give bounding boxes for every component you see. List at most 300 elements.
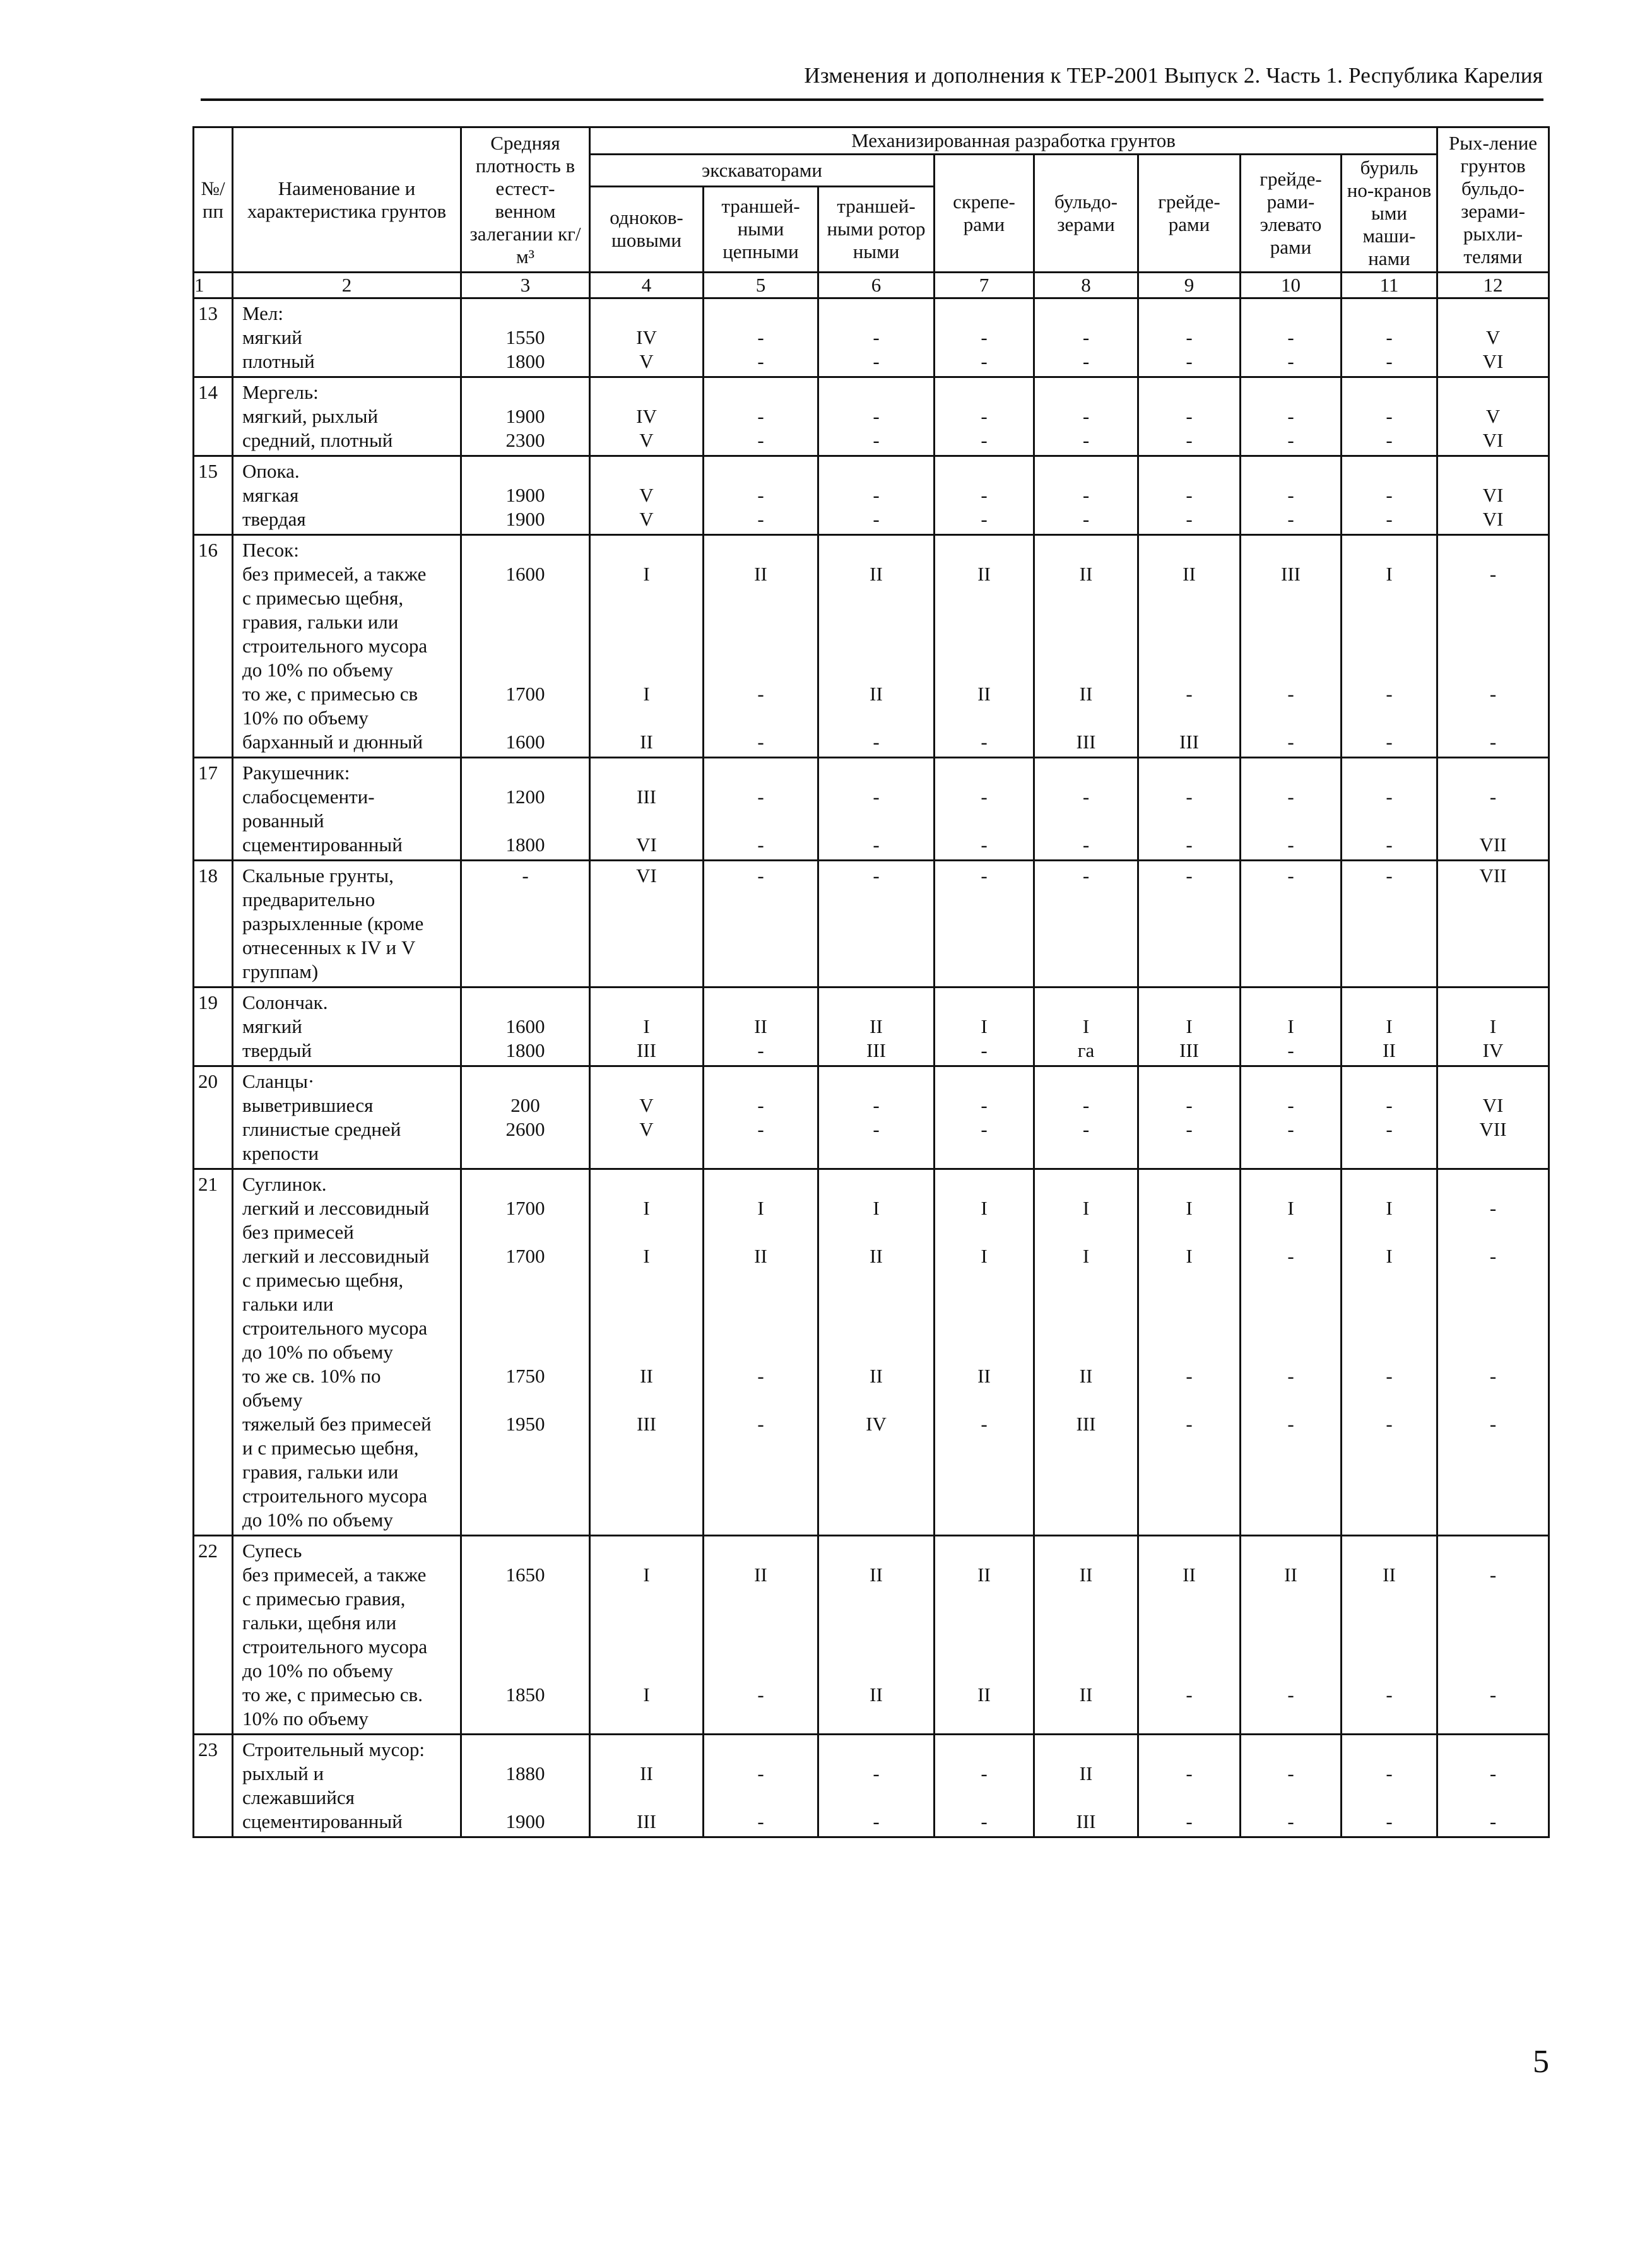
spacer: [1039, 1172, 1133, 1196]
group-value: I: [1186, 1197, 1193, 1219]
spacer: [1346, 1070, 1432, 1094]
row-number: 21: [194, 1169, 233, 1536]
spacer: [466, 1786, 585, 1810]
group-value: -: [757, 683, 764, 705]
spacer: [708, 1436, 813, 1460]
spacer: [466, 1340, 585, 1364]
spacer: [1039, 1316, 1133, 1340]
group-value: VI: [1482, 484, 1504, 506]
spacer: [1039, 610, 1133, 634]
group-value: V: [1485, 326, 1501, 348]
group-value: I: [1186, 1015, 1193, 1037]
soil-type-title: Строительный мусор:: [242, 1738, 425, 1760]
group-value: -: [981, 405, 988, 427]
soil-type-title: Суглинок.: [242, 1173, 327, 1195]
spacer: [594, 610, 699, 634]
group-value: -: [981, 1094, 988, 1116]
group-cell: [935, 1536, 1034, 1735]
density-value: 1550: [505, 326, 545, 348]
group-value: II: [870, 563, 883, 585]
density-cell: [461, 456, 590, 535]
spacer: [1346, 888, 1432, 912]
group-cell: [704, 1066, 818, 1169]
group-cell: [1138, 988, 1241, 1066]
spacer: [1039, 1707, 1133, 1731]
spacer: [1346, 586, 1432, 610]
spacer: [1245, 610, 1336, 634]
group-value: -: [873, 731, 880, 753]
table-row: [194, 456, 1549, 535]
group-value: -: [1489, 683, 1497, 705]
group-value: I: [981, 1015, 988, 1037]
spacer: [1143, 1268, 1236, 1292]
spacer: [1346, 634, 1432, 658]
spacer: [594, 459, 699, 483]
spacer: [939, 809, 1029, 833]
group-value: -: [1489, 731, 1497, 753]
group-value: -: [1082, 326, 1090, 348]
spacer: [466, 1292, 585, 1316]
spacer: [466, 706, 585, 730]
group-cell: [590, 1066, 704, 1169]
group-value: III: [1076, 1810, 1096, 1832]
spacer: [939, 706, 1029, 730]
group-cell: [1138, 456, 1241, 535]
spacer: [823, 912, 929, 936]
spacer: [823, 459, 929, 483]
spacer: [939, 1340, 1029, 1364]
spacer: [1143, 706, 1236, 730]
soil-name-cell: [233, 1536, 461, 1735]
group-value: I: [643, 1245, 650, 1267]
group-value: -: [1082, 350, 1090, 372]
group-cell: [590, 1169, 704, 1536]
group-cell: [1034, 1735, 1138, 1837]
spacer: [594, 1340, 699, 1364]
group-cell: [1034, 456, 1138, 535]
group-value: -: [981, 350, 988, 372]
spacer: [1346, 538, 1432, 562]
group-value: III: [1179, 731, 1199, 753]
soil-subtype-line: с примесью гравия,: [242, 1588, 406, 1610]
group-cell: [1437, 298, 1549, 377]
group-cell: [935, 1066, 1034, 1169]
spacer: [939, 1611, 1029, 1635]
soil-subtype-line: сцементированный: [242, 1810, 403, 1832]
spacer: [466, 302, 585, 326]
group-cell: [704, 1735, 818, 1837]
spacer: [1143, 380, 1236, 404]
spacer: [1039, 1587, 1133, 1611]
spacer: [823, 809, 929, 833]
group-cell: [1342, 1735, 1437, 1837]
group-value: -: [1082, 484, 1090, 506]
group-value: -: [1489, 563, 1497, 585]
spacer: [939, 1587, 1029, 1611]
spacer: [1143, 1587, 1236, 1611]
spacer: [939, 658, 1029, 682]
spacer: [1346, 1484, 1432, 1508]
spacer: [466, 459, 585, 483]
spacer: [466, 658, 585, 682]
spacer: [594, 1539, 699, 1563]
group-cell: [1342, 377, 1437, 456]
spacer: [708, 1738, 813, 1762]
group-value: -: [757, 1118, 764, 1140]
spacer: [708, 1292, 813, 1316]
spacer: [1346, 1340, 1432, 1364]
spacer: [823, 1659, 929, 1683]
density-value: 1950: [505, 1413, 545, 1435]
spacer: [708, 912, 813, 936]
group-value: -: [1386, 429, 1393, 451]
group-value: -: [1287, 731, 1294, 753]
spacer: [594, 888, 699, 912]
spacer: [823, 706, 929, 730]
group-value: II: [1079, 1762, 1093, 1784]
group-value: -: [757, 731, 764, 753]
group-value: II: [1183, 563, 1196, 585]
column-number: 8: [1034, 273, 1138, 298]
spacer: [1143, 586, 1236, 610]
spacer: [939, 1268, 1029, 1292]
spacer: [594, 991, 699, 1015]
spacer: [466, 610, 585, 634]
spacer: [1039, 380, 1133, 404]
group-value: I: [757, 1197, 764, 1219]
group-cell: [1138, 1536, 1241, 1735]
group-value: I: [643, 1683, 650, 1706]
table-row: [194, 535, 1549, 758]
spacer: [594, 1587, 699, 1611]
spacer: [1143, 936, 1236, 960]
group-value: -: [1186, 405, 1193, 427]
group-cell: [818, 1735, 935, 1837]
group-value: II: [1183, 1564, 1196, 1586]
soil-subtype-line: строительного мусора: [242, 1317, 428, 1339]
spacer: [823, 761, 929, 785]
spacer: [939, 302, 1029, 326]
spacer: [1143, 1707, 1236, 1731]
spacer: [823, 991, 929, 1015]
spacer: [1442, 1292, 1544, 1316]
group-value: -: [1386, 1118, 1393, 1140]
group-value: -: [1489, 1810, 1497, 1832]
group-value: -: [981, 484, 988, 506]
spacer: [708, 1141, 813, 1165]
spacer: [1442, 1587, 1544, 1611]
spacer: [939, 610, 1029, 634]
group-cell: [818, 1536, 935, 1735]
spacer: [1346, 1738, 1432, 1762]
spacer: [1245, 1539, 1336, 1563]
group-value: -: [757, 1365, 764, 1387]
group-cell: [935, 861, 1034, 988]
spacer: [1346, 761, 1432, 785]
spacer: [1143, 538, 1236, 562]
spacer: [1245, 888, 1336, 912]
row-number: 13: [194, 298, 233, 377]
spacer: [708, 1268, 813, 1292]
spacer: [823, 1220, 929, 1244]
group-cell: [818, 1066, 935, 1169]
row-number: 16: [194, 535, 233, 758]
soil-subtype-line: предварительно: [242, 888, 375, 911]
group-value: III: [637, 1039, 656, 1061]
group-value: II: [870, 1245, 883, 1267]
table-row: [194, 861, 1549, 988]
group-value: II: [1079, 1365, 1093, 1387]
spacer: [1346, 1707, 1432, 1731]
spacer: [708, 1611, 813, 1635]
spacer: [823, 1436, 929, 1460]
soil-type-title: Солончак.: [242, 991, 328, 1013]
group-value: III: [1179, 1039, 1199, 1061]
spacer: [823, 658, 929, 682]
group-value: -: [1287, 1118, 1294, 1140]
spacer: [1143, 1659, 1236, 1683]
density-value: 2300: [505, 429, 545, 451]
soil-subtype-line: мягкий: [242, 1015, 302, 1037]
spacer: [708, 1070, 813, 1094]
group-value: -: [1186, 508, 1193, 530]
group-cell: [1342, 1066, 1437, 1169]
group-value: II: [754, 1564, 767, 1586]
spacer: [1245, 1508, 1336, 1532]
group-cell: [1437, 1066, 1549, 1169]
group-value: -: [1287, 405, 1294, 427]
group-cell: [704, 535, 818, 758]
group-value: -: [981, 1413, 988, 1435]
spacer: [1442, 1460, 1544, 1484]
group-cell: [1241, 1735, 1342, 1837]
spacer: [594, 1659, 699, 1683]
group-value: -: [1082, 429, 1090, 451]
spacer: [594, 1436, 699, 1460]
group-value: I: [873, 1197, 880, 1219]
group-cell: [1342, 1536, 1437, 1735]
group-value: I: [1386, 1015, 1393, 1037]
group-value: -: [1386, 731, 1393, 753]
spacer: [1442, 912, 1544, 936]
spacer: [466, 1484, 585, 1508]
group-value: -: [757, 834, 764, 856]
spacer: [1346, 1786, 1432, 1810]
spacer: [1143, 1141, 1236, 1165]
soil-subtype-line: то же св. 10% по: [242, 1365, 381, 1387]
spacer: [1039, 888, 1133, 912]
spacer: [1143, 1220, 1236, 1244]
group-value: -: [1386, 350, 1393, 372]
spacer: [1245, 960, 1336, 984]
table-row: [194, 1536, 1549, 1735]
spacer: [1143, 1388, 1236, 1412]
group-cell: [704, 1536, 818, 1735]
group-value: -: [1386, 1365, 1393, 1387]
spacer: [708, 1786, 813, 1810]
group-value: II: [1079, 683, 1093, 705]
group-value: II: [977, 1683, 991, 1706]
spacer: [1346, 459, 1432, 483]
density-value: 1700: [505, 683, 545, 705]
group-value: I: [981, 1197, 988, 1219]
density-value: -: [522, 864, 529, 887]
group-cell: [1241, 758, 1342, 861]
group-value: VI: [1482, 429, 1504, 451]
spacer: [823, 634, 929, 658]
spacer: [823, 936, 929, 960]
density-value: 1850: [505, 1683, 545, 1706]
group-value: -: [1186, 1762, 1193, 1784]
spacer: [466, 1268, 585, 1292]
soil-subtype-line: без примесей, а также: [242, 1564, 427, 1586]
spacer: [1346, 1316, 1432, 1340]
group-cell: [1034, 988, 1138, 1066]
table-row: [194, 298, 1549, 377]
spacer: [823, 1460, 929, 1484]
soil-type-title: Опока.: [242, 460, 300, 482]
spacer: [823, 586, 929, 610]
group-value: -: [1287, 786, 1294, 808]
group-cell: [935, 377, 1034, 456]
spacer: [939, 1635, 1029, 1659]
spacer: [594, 936, 699, 960]
spacer: [1346, 1436, 1432, 1460]
group-value: II: [977, 1365, 991, 1387]
spacer: [594, 1292, 699, 1316]
spacer: [1346, 936, 1432, 960]
spacer: [466, 991, 585, 1015]
spacer: [466, 1316, 585, 1340]
spacer: [1143, 658, 1236, 682]
group-value: -: [1287, 1413, 1294, 1435]
group-cell: [1241, 861, 1342, 988]
soil-subtype-line: тяжелый без примесей: [242, 1413, 432, 1435]
spacer: [466, 1460, 585, 1484]
group-value: VI: [1482, 1094, 1504, 1116]
spacer: [594, 1460, 699, 1484]
spacer: [1442, 1340, 1544, 1364]
spacer: [1442, 1786, 1544, 1810]
column-number: 9: [1138, 273, 1241, 298]
group-cell: [935, 988, 1034, 1066]
column-number: 10: [1241, 273, 1342, 298]
spacer: [1442, 1268, 1544, 1292]
spacer: [1143, 1738, 1236, 1762]
density-value: 1200: [505, 786, 545, 808]
spacer: [1039, 1388, 1133, 1412]
soil-subtype-line: то же, с примесью св.: [242, 1683, 423, 1706]
spacer: [1442, 1388, 1544, 1412]
soil-subtype-line: и с примесью щебня,: [242, 1437, 419, 1459]
spacer: [939, 1539, 1029, 1563]
group-value: II: [977, 683, 991, 705]
spacer: [1442, 1539, 1544, 1563]
spacer: [1143, 960, 1236, 984]
group-cell: [935, 456, 1034, 535]
density-cell: [461, 1066, 590, 1169]
group-cell: [935, 1735, 1034, 1837]
group-cell: [590, 988, 704, 1066]
spacer: [1442, 960, 1544, 984]
group-value: -: [1489, 786, 1497, 808]
spacer: [466, 1707, 585, 1731]
group-value: -: [981, 508, 988, 530]
soil-subtype-line: без примесей: [242, 1221, 354, 1243]
table-body: [194, 298, 1549, 1837]
group-cell: [1437, 1735, 1549, 1837]
group-cell: [1034, 377, 1138, 456]
group-value: I: [643, 563, 650, 585]
soil-name-cell: [233, 758, 461, 861]
spacer: [1442, 888, 1544, 912]
spacer: [1442, 706, 1544, 730]
group-value: -: [1082, 834, 1090, 856]
group-cell: [590, 861, 704, 988]
group-value: -: [757, 1094, 764, 1116]
group-value: II: [754, 1015, 767, 1037]
group-value: -: [1489, 1365, 1497, 1387]
group-cell: [935, 758, 1034, 861]
header-ripping: Рых-ление грунтов бульдо-зерами-рыхли-телями: [1437, 127, 1549, 273]
spacer: [939, 960, 1029, 984]
spacer: [1442, 809, 1544, 833]
group-value: VI: [1482, 508, 1504, 530]
group-value: V: [639, 484, 654, 506]
spacer: [594, 1786, 699, 1810]
spacer: [823, 1587, 929, 1611]
spacer: [1039, 1220, 1133, 1244]
soil-subtype-line: гравия, гальки или: [242, 611, 399, 633]
column-number-row: [194, 273, 1549, 298]
spacer: [1245, 1707, 1336, 1731]
group-value: -: [1082, 1118, 1090, 1140]
spacer: [708, 936, 813, 960]
soil-subtype-line: без примесей, а также: [242, 563, 427, 585]
soil-subtype-line: 10% по объему: [242, 707, 369, 729]
spacer: [708, 1340, 813, 1364]
group-value: -: [1186, 683, 1193, 705]
row-number: 18: [194, 861, 233, 988]
spacer: [466, 1611, 585, 1635]
spacer: [1442, 1220, 1544, 1244]
group-value: -: [981, 429, 988, 451]
spacer: [594, 538, 699, 562]
group-value: -: [1186, 786, 1193, 808]
spacer: [466, 1220, 585, 1244]
soil-subtype-line: мягкий: [242, 326, 302, 348]
group-cell: [1034, 1536, 1138, 1735]
group-value: VI: [636, 834, 657, 856]
spacer: [1039, 1460, 1133, 1484]
spacer: [939, 936, 1029, 960]
group-value: -: [1186, 1118, 1193, 1140]
group-value: IV: [636, 405, 657, 427]
soil-subtype-line: разрыхленные (кроме: [242, 912, 424, 934]
group-cell: [818, 861, 935, 988]
spacer: [1346, 1587, 1432, 1611]
group-value: -: [873, 326, 880, 348]
spacer: [1346, 1635, 1432, 1659]
group-value: II: [870, 1015, 883, 1037]
spacer: [1245, 1141, 1336, 1165]
spacer: [1245, 1316, 1336, 1340]
soil-type-title: Мел:: [242, 302, 283, 324]
density-value: 1900: [505, 405, 545, 427]
spacer: [1346, 912, 1432, 936]
spacer: [939, 1436, 1029, 1460]
spacer: [823, 1316, 929, 1340]
